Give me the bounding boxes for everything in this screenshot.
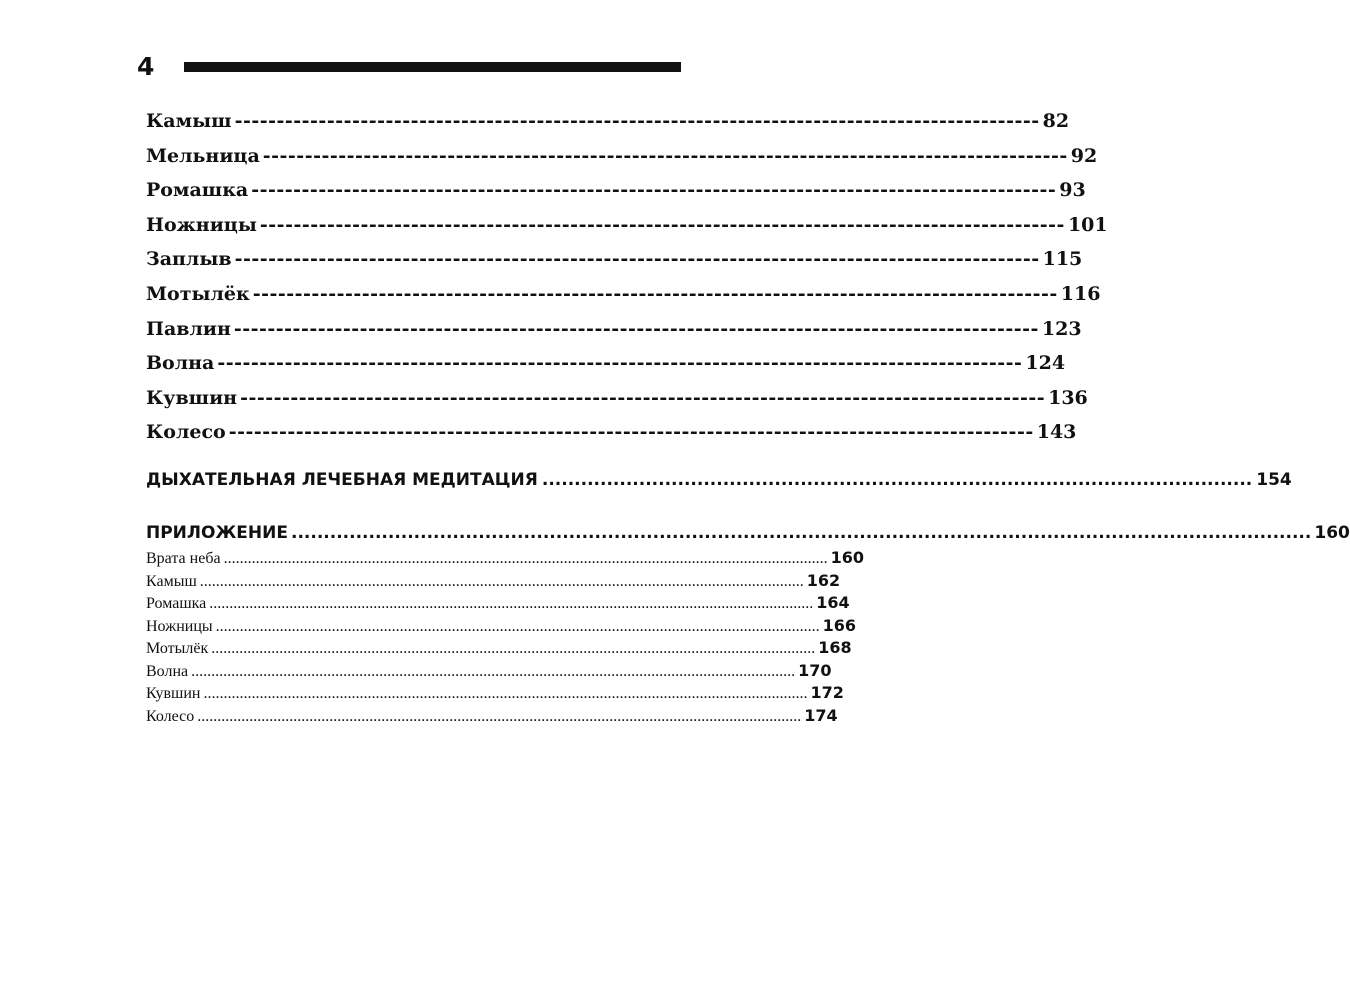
list-item <box>146 638 852 661</box>
toc-entry-page: 124 <box>1025 352 1066 375</box>
toc-entry-page: 116 <box>1060 282 1101 305</box>
dash-leader: ------------------------------------------------------------------------------------------------ <box>217 352 1023 375</box>
toc-entry <box>146 179 1086 214</box>
dash-leader: ------------------------------------------------------------------------------------------------ <box>240 386 1046 409</box>
toc-entry-title: Ножницы <box>146 213 257 236</box>
list-item <box>146 615 857 639</box>
toc-entry-page: 115 <box>1042 248 1083 271</box>
appendix-page: 160 <box>1314 523 1350 543</box>
header-rule <box>184 62 681 72</box>
toc-appendix-entry <box>146 523 1350 543</box>
dash-leader: ------------------------------------------------------------------------------------------------ <box>259 213 1065 236</box>
list-item-page: 166 <box>822 615 857 635</box>
toc-entry-title: Ромашка <box>146 179 249 202</box>
toc-entry-page: 92 <box>1070 144 1098 167</box>
dot-leader: ....................................................................................................................................................... <box>203 685 808 702</box>
toc-main-list <box>146 110 1108 456</box>
list-item-page: 164 <box>816 593 850 612</box>
toc-section-entry <box>146 470 1292 490</box>
toc-entry-page: 143 <box>1036 421 1077 444</box>
toc-entry <box>146 421 1077 456</box>
toc-entry-title: Колесо <box>146 421 226 444</box>
toc-entry-title: Мельница <box>146 144 260 167</box>
dot-leader: ....................................................................................................................................................... <box>211 640 816 657</box>
list-item-page: 162 <box>806 570 841 590</box>
toc-entry <box>146 317 1082 353</box>
toc-entry-title: Заплыв <box>146 248 232 271</box>
toc-entry <box>146 248 1083 283</box>
toc-entry <box>146 386 1088 422</box>
dot-leader: ....................................................................................................................................................... <box>197 707 802 725</box>
list-item-title: Ножницы <box>146 617 213 635</box>
toc-entry-page: 136 <box>1048 386 1088 409</box>
toc-entry-page: 101 <box>1067 213 1108 236</box>
toc-entry <box>146 352 1066 387</box>
list-item-page: 174 <box>804 705 838 725</box>
section-page: 154 <box>1256 470 1292 490</box>
list-item-title: Волна <box>146 662 189 680</box>
section-title: ДЫХАТЕЛЬНАЯ ЛЕЧЕБНАЯ МЕДИТАЦИЯ <box>146 470 538 490</box>
list-item-page: 170 <box>798 660 832 680</box>
list-item-title: Камыш <box>146 572 197 590</box>
dot-leader: ....................................................................................................................................................... <box>191 662 796 680</box>
dash-leader: ------------------------------------------------------------------------------------------------ <box>252 282 1058 305</box>
dash-leader: ------------------------------------------------------------------------------------------------ <box>251 179 1057 202</box>
appendix-title: ПРИЛОЖЕНИЕ <box>146 523 288 543</box>
list-item-title: Врата неба <box>146 550 221 567</box>
dot-leader: .............................................................................................................. <box>541 470 1253 490</box>
toc-entry <box>146 110 1070 145</box>
toc-entry-page: 93 <box>1059 179 1086 202</box>
list-item-page: 160 <box>830 548 864 567</box>
dash-leader: ------------------------------------------------------------------------------------------------ <box>233 317 1039 340</box>
toc-entry-title: Волна <box>146 352 215 375</box>
toc-entry-title: Мотылёк <box>146 282 250 305</box>
list-item-page: 172 <box>810 683 844 702</box>
section-heading <box>146 470 1292 490</box>
dot-leader: ....................................................................................................................................................... <box>199 572 804 590</box>
list-item <box>146 683 844 706</box>
toc-entry-title: Павлин <box>146 317 231 340</box>
list-item-title: Кувшин <box>146 685 201 702</box>
toc-entry-page: 82 <box>1042 110 1070 132</box>
list-item <box>146 548 864 571</box>
toc-entry <box>146 213 1108 249</box>
list-item-page: 168 <box>818 638 852 657</box>
toc-entry <box>146 144 1098 180</box>
dash-leader: ------------------------------------------------------------------------------------------------ <box>262 144 1068 167</box>
list-item <box>146 593 850 616</box>
list-item <box>146 660 832 684</box>
dot-leader: ....................................................................................................................................................... <box>209 595 814 612</box>
toc-entry-title: Кувшин <box>146 386 238 409</box>
toc-entry <box>146 282 1101 318</box>
list-item-title: Ромашка <box>146 595 207 612</box>
list-item <box>146 705 838 729</box>
dot-leader: ....................................................................................................................................................... <box>223 550 828 567</box>
toc-entry-title: Камыш <box>146 110 232 132</box>
toc-entry-page: 123 <box>1041 317 1082 340</box>
page-number: 4 <box>137 52 155 81</box>
appendix-heading <box>146 523 1350 543</box>
list-item-title: Колесо <box>146 707 195 725</box>
dot-leader: .............................................................................................................................................................. <box>290 523 1312 543</box>
list-item-title: Мотылёк <box>146 640 209 657</box>
appendix-list <box>146 548 864 728</box>
dot-leader: ....................................................................................................................................................... <box>215 617 820 635</box>
dash-leader: ------------------------------------------------------------------------------------------------ <box>228 421 1034 444</box>
list-item <box>146 570 841 594</box>
dash-leader: ------------------------------------------------------------------------------------------------ <box>234 110 1040 132</box>
dash-leader: ------------------------------------------------------------------------------------------------ <box>234 248 1040 271</box>
